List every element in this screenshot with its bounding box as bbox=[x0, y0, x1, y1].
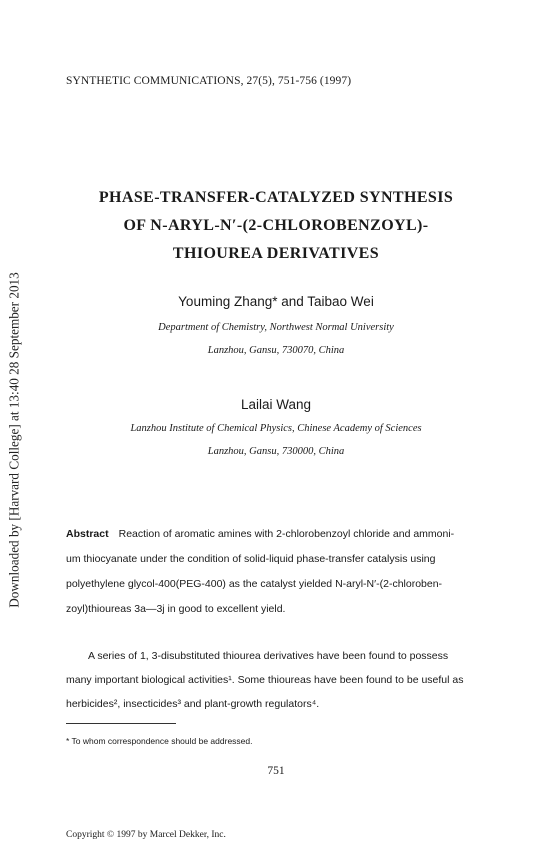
download-watermark-text: Downloaded by [Harvard College] at 13:40 28 September 2013 bbox=[7, 272, 22, 608]
abstract-line-3: polyethylene glycol-400(PEG-400) as the catalyst yielded N-aryl-N′-(2-chloroben- bbox=[66, 578, 443, 590]
intro-line-2: many important biological activities¹. Some thioureas have been found to be useful as bbox=[66, 674, 464, 686]
authors-primary: Youming Zhang* and Taibao Wei bbox=[178, 294, 374, 309]
footnote-rule bbox=[66, 723, 176, 724]
intro-line-3: herbicides², insecticides³ and plant-growth regulators⁴. bbox=[66, 698, 320, 710]
affiliation-secondary: Lanzhou Institute of Chemical Physics, Chinese Academy of Sciences bbox=[130, 423, 422, 434]
journal-citation: SYNTHETIC COMMUNICATIONS, 27(5), 751-756 (1997) bbox=[66, 75, 352, 87]
abstract-line-2: um thiocyanate under the condition of solid-liquid phase-transfer catalysis using bbox=[66, 553, 436, 565]
title-line-3: THIOUREA DERIVATIVES bbox=[172, 245, 380, 262]
abstract-label: Abstract bbox=[66, 528, 109, 540]
affiliation-primary: Department of Chemistry, Northwest Normal University bbox=[158, 322, 394, 333]
affiliation-primary-city: Lanzhou, Gansu, 730070, China bbox=[207, 345, 345, 356]
authors-secondary: Lailai Wang bbox=[240, 397, 312, 412]
abstract-line-1 bbox=[66, 528, 454, 540]
page-number: 751 bbox=[267, 765, 285, 777]
abstract-line-4: zoyl)thioureas 3a—3j in good to excellent yield. bbox=[66, 603, 286, 615]
title-line-2: OF N-ARYL-N′-(2-CHLOROBENZOYL)- bbox=[123, 217, 429, 234]
intro-line-1: A series of 1, 3-disubstituted thiourea derivatives have been found to possess bbox=[88, 650, 449, 662]
download-watermark bbox=[5, 250, 25, 630]
copyright-notice: Copyright © 1997 by Marcel Dekker, Inc. bbox=[66, 830, 226, 840]
abstract-text: Reaction of aromatic amines with 2-chlorobenzoyl chloride and ammoni- bbox=[118, 528, 455, 540]
footnote: * To whom correspondence should be addressed. bbox=[66, 736, 253, 746]
title-line-1: PHASE-TRANSFER-CATALYZED SYNTHESIS bbox=[98, 189, 454, 206]
affiliation-secondary-city: Lanzhou, Gansu, 730000, China bbox=[207, 446, 345, 457]
